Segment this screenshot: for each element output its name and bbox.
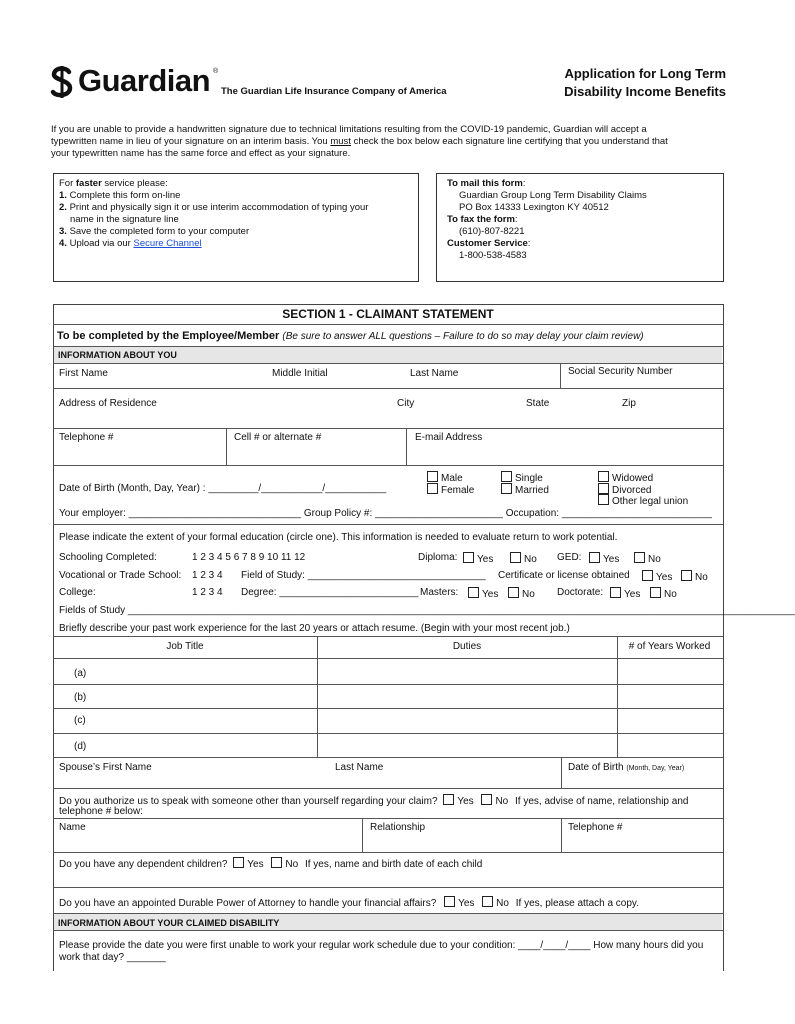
brand-name: Guardian bbox=[78, 63, 211, 98]
instructions-text bbox=[59, 178, 368, 250]
step2-text: Print and physically sign it or use interim accommodation of typing your bbox=[66, 202, 369, 213]
female-checkbox[interactable] bbox=[427, 483, 438, 494]
widowed-checkbox[interactable] bbox=[598, 471, 609, 482]
page-title-line2: Disability Income Benefits bbox=[564, 84, 726, 99]
spouse-dob-text: Date of Birth bbox=[568, 762, 624, 773]
poa-yes-checkbox[interactable] bbox=[444, 896, 455, 907]
divorced-label: Divorced bbox=[612, 485, 652, 496]
married-label: Married bbox=[515, 485, 549, 496]
state-label: State bbox=[526, 398, 550, 409]
employer-line[interactable]: Your employer: _______________________________ Group Policy #: _______________________ Occupation: ___________________________ bbox=[59, 508, 712, 519]
ged-yes-label: Yes bbox=[603, 554, 620, 565]
contact-relationship-label: Relationship bbox=[370, 822, 426, 833]
col-years: # of Years Worked bbox=[628, 641, 711, 652]
certificate-yes[interactable] bbox=[642, 570, 672, 584]
masters-no-checkbox[interactable] bbox=[508, 587, 519, 598]
certificate-yes-checkbox[interactable] bbox=[642, 570, 653, 581]
col-duties: Duties bbox=[452, 641, 482, 652]
last-name-label: Last Name bbox=[410, 368, 459, 379]
masters-yes[interactable] bbox=[468, 587, 498, 601]
ged-no[interactable] bbox=[634, 552, 661, 566]
step3-text: Save the completed form to your computer bbox=[66, 226, 250, 237]
page-title-line1: Application for Long Term bbox=[564, 66, 726, 81]
male-checkbox[interactable] bbox=[427, 471, 438, 482]
widowed-label: Widowed bbox=[612, 473, 654, 484]
step3-num: 3. bbox=[59, 226, 67, 237]
vocational-label: Vocational or Trade School: bbox=[59, 570, 182, 581]
ged-label: GED: bbox=[557, 552, 582, 563]
doctorate-yes[interactable] bbox=[610, 587, 640, 601]
masters-no-label: No bbox=[522, 589, 535, 600]
spouse-last-name-label: Last Name bbox=[335, 762, 384, 773]
dependents-tail: If yes, name and birth date of each child bbox=[304, 859, 483, 870]
diploma-no-label: No bbox=[524, 554, 537, 565]
covid-notice bbox=[51, 124, 731, 160]
college-label: College: bbox=[59, 587, 96, 598]
certificate-no-checkbox[interactable] bbox=[681, 570, 692, 581]
degree-line[interactable]: Degree: _________________________ bbox=[241, 587, 419, 598]
male-label: Male bbox=[441, 473, 463, 484]
mail-line2: PO Box 14333 Lexington KY 40512 bbox=[459, 202, 609, 213]
dependents-yes-label: Yes bbox=[247, 859, 264, 870]
info-about-you-header: INFORMATION ABOUT YOU bbox=[58, 350, 177, 360]
doctorate-label: Doctorate: bbox=[557, 587, 604, 598]
city-label: City bbox=[397, 398, 415, 409]
poa-no-label: No bbox=[496, 898, 509, 909]
poa-tail: If yes, please attach a copy. bbox=[515, 898, 639, 909]
section-subtitle bbox=[57, 329, 644, 344]
covid-notice-line1: If you are unable to provide a handwritten signature due to technical limitations resulting from the COVID-19 pandemic, Guardian will accept a bbox=[51, 124, 647, 135]
diploma-yes-checkbox[interactable] bbox=[463, 552, 474, 563]
doctorate-yes-label: Yes bbox=[624, 589, 641, 600]
company-name: The Guardian Life Insurance Company of America bbox=[221, 86, 447, 97]
step2-num: 2. bbox=[59, 202, 67, 213]
spouse-dob-label bbox=[568, 762, 684, 775]
instr-l1c: service please: bbox=[101, 178, 168, 189]
covid-notice-must: must bbox=[330, 136, 351, 147]
mail-info: To mail this form: Guardian Group Long Term Disability Claims PO Box 14333 Lexington KY 40512 To fax the form: (610)-807-8221 Customer Service: 1-800-538-4583 bbox=[447, 178, 647, 261]
college-numbers[interactable]: 1 2 3 4 bbox=[192, 587, 223, 598]
authorize-line2: telephone # below: bbox=[59, 806, 143, 817]
spouse-dob-hint: (Month, Day, Year) bbox=[626, 765, 685, 772]
status-other-union[interactable] bbox=[598, 494, 688, 508]
disability-header: INFORMATION ABOUT YOUR CLAIMED DISABILITY bbox=[58, 918, 280, 928]
diploma-no-checkbox[interactable] bbox=[510, 552, 521, 563]
cs-number: 1-800-538-4583 bbox=[459, 250, 527, 261]
work-row-a: (a) bbox=[74, 668, 87, 679]
covid-notice-line3: your typewritten name has the same force and effect as your signature. bbox=[51, 148, 351, 159]
poa-yes-label: Yes bbox=[458, 898, 475, 909]
ged-no-checkbox[interactable] bbox=[634, 552, 645, 563]
page-title bbox=[564, 65, 726, 101]
covid-notice-line2b: check the box below each signature line certifying that you understand that bbox=[350, 136, 668, 147]
authorize-yes-label: Yes bbox=[457, 796, 474, 807]
authorize-row bbox=[59, 794, 688, 808]
middle-initial-label: Middle Initial bbox=[272, 368, 328, 379]
masters-yes-label: Yes bbox=[482, 589, 499, 600]
contact-telephone-label: Telephone # bbox=[568, 822, 623, 833]
dependents-question: Do you have any dependent children? bbox=[59, 859, 228, 870]
telephone-label: Telephone # bbox=[59, 432, 114, 443]
mail-label: To mail this form bbox=[447, 178, 523, 189]
married-checkbox[interactable] bbox=[501, 483, 512, 494]
gender-female[interactable] bbox=[427, 483, 474, 497]
disability-line2[interactable]: work that day? _______ bbox=[59, 952, 166, 963]
subtitle-bold: To be completed by the Employee/Member bbox=[57, 330, 280, 342]
status-married[interactable] bbox=[501, 483, 549, 497]
single-label: Single bbox=[515, 473, 543, 484]
other-union-label: Other legal union bbox=[612, 496, 689, 507]
cs-label: Customer Service bbox=[447, 238, 528, 249]
dob-label: Date of Birth (Month, Day, Year) : _________/___________/___________ bbox=[59, 483, 387, 494]
female-label: Female bbox=[441, 485, 475, 496]
authorize-tail: If yes, advise of name, relationship and bbox=[515, 796, 689, 807]
certificate-no[interactable] bbox=[681, 570, 708, 584]
ssn-label: Social Security Number bbox=[568, 366, 673, 377]
step1-text: Complete this form on-line bbox=[66, 190, 181, 201]
mail-line1: Guardian Group Long Term Disability Claims bbox=[459, 190, 647, 201]
poa-no-checkbox[interactable] bbox=[482, 896, 493, 907]
contact-name-label: Name bbox=[59, 822, 86, 833]
step4-num: 4. bbox=[59, 238, 67, 249]
fields-of-study-line[interactable]: Fields of Study ________________________________________________________________________________________________________________________ bbox=[59, 605, 795, 616]
dependents-no-checkbox[interactable] bbox=[271, 857, 282, 868]
masters-label: Masters: bbox=[420, 587, 459, 598]
education-intro: Please indicate the extent of your formal education (circle one). This information is needed to evaluate return to work potential. bbox=[59, 532, 618, 543]
work-row-b: (b) bbox=[74, 692, 87, 703]
schooling-label: Schooling Completed: bbox=[59, 552, 157, 563]
ged-yes[interactable] bbox=[589, 552, 619, 566]
work-row-d: (d) bbox=[74, 741, 87, 752]
poa-row bbox=[59, 896, 639, 910]
disability-line1[interactable]: Please provide the date you were first unable to work your regular work schedule due to your condition: ____/____/____ How many hours did you bbox=[59, 940, 704, 951]
zip-label: Zip bbox=[622, 398, 636, 409]
doctorate-no-label: No bbox=[664, 589, 677, 600]
authorize-yes-checkbox[interactable] bbox=[443, 794, 454, 805]
doctorate-no-checkbox[interactable] bbox=[650, 587, 661, 598]
covid-notice-line2a: typewritten name in lieu of your signature on an interim basis. You bbox=[51, 136, 331, 147]
authorize-no-checkbox[interactable] bbox=[481, 794, 492, 805]
diploma-no[interactable] bbox=[510, 552, 537, 566]
cell-label: Cell # or alternate # bbox=[234, 432, 322, 443]
email-label: E-mail Address bbox=[415, 432, 483, 443]
dependents-no-label: No bbox=[285, 859, 299, 870]
first-name-label: First Name bbox=[59, 368, 108, 379]
diploma-yes[interactable] bbox=[463, 552, 493, 566]
work-intro: Briefly describe your past work experience for the last 20 years or attach resume. (Begin with your most recent job.) bbox=[59, 623, 570, 634]
col-job-title: Job Title bbox=[166, 641, 204, 652]
certificate-yes-label: Yes bbox=[656, 572, 673, 583]
doctorate-yes-checkbox[interactable] bbox=[610, 587, 621, 598]
vocational-numbers[interactable]: 1 2 3 4 bbox=[192, 570, 223, 581]
step2-cont: name in the signature line bbox=[70, 214, 179, 225]
section-title: SECTION 1 - CLAIMANT STATEMENT bbox=[282, 307, 494, 321]
fax-number: (610)-807-8221 bbox=[459, 226, 525, 237]
divorced-checkbox[interactable] bbox=[598, 483, 609, 494]
address-label: Address of Residence bbox=[59, 398, 157, 409]
step4-text: Upload via our bbox=[66, 238, 134, 249]
single-checkbox[interactable] bbox=[501, 471, 512, 482]
doctorate-no[interactable] bbox=[650, 587, 677, 601]
dependents-row bbox=[59, 857, 482, 871]
authorize-no-label: No bbox=[495, 796, 509, 807]
secure-channel-link[interactable]: Secure Channel bbox=[133, 238, 202, 249]
authorize-question: Do you authorize us to speak with someone other than yourself regarding your claim? bbox=[59, 796, 438, 807]
schooling-numbers[interactable]: 1 2 3 4 5 6 7 8 9 10 11 12 bbox=[192, 552, 306, 563]
ged-no-label: No bbox=[648, 554, 661, 565]
guardian-logo-icon bbox=[50, 66, 74, 98]
masters-no[interactable] bbox=[508, 587, 535, 601]
poa-question: Do you have an appointed Durable Power of Attorney to handle your financial affairs? bbox=[59, 898, 437, 909]
spouse-first-name-label: Spouse’s First Name bbox=[59, 762, 152, 773]
fax-label: To fax the form bbox=[447, 214, 515, 225]
other-union-checkbox[interactable] bbox=[598, 494, 609, 505]
dependents-yes-checkbox[interactable] bbox=[233, 857, 244, 868]
subtitle-italic: (Be sure to answer ALL questions – Failure to do so may delay your claim review) bbox=[282, 331, 644, 342]
field-of-study[interactable]: Field of Study: ________________________________ bbox=[241, 570, 486, 581]
certificate-no-label: No bbox=[695, 572, 708, 583]
step1-num: 1. bbox=[59, 190, 67, 201]
instr-l1a: For bbox=[59, 178, 76, 189]
instr-faster: faster bbox=[75, 178, 102, 189]
masters-yes-checkbox[interactable] bbox=[468, 587, 479, 598]
diploma-label: Diploma: bbox=[418, 552, 458, 563]
ged-yes-checkbox[interactable] bbox=[589, 552, 600, 563]
diploma-yes-label: Yes bbox=[477, 554, 494, 565]
certificate-label: Certificate or license obtained bbox=[498, 570, 630, 581]
work-row-c: (c) bbox=[74, 715, 86, 726]
